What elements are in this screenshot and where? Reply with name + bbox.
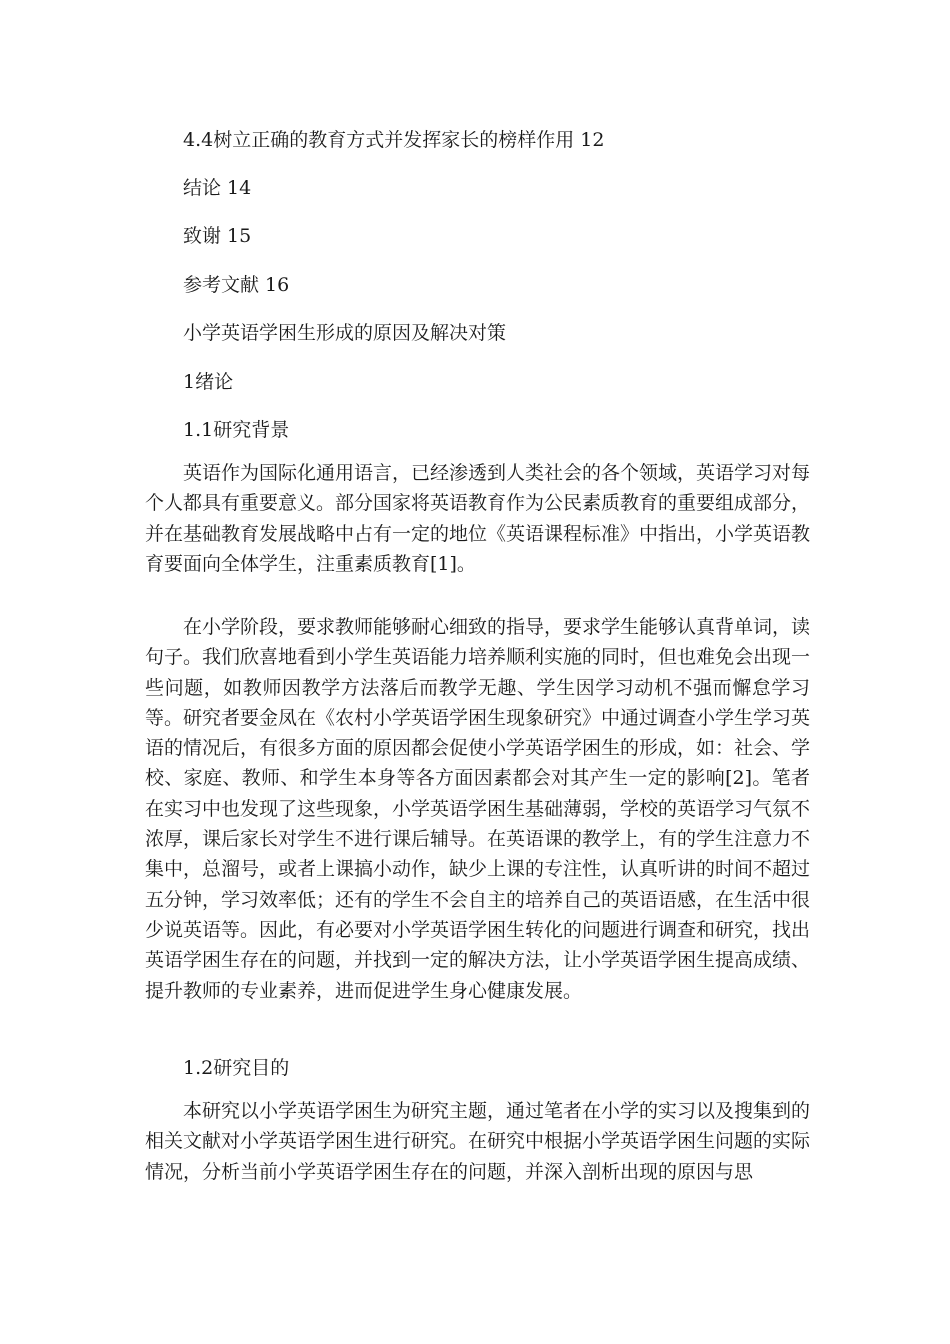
chapter-1-heading: 1绪论 (183, 371, 234, 393)
toc-entry-acknowledgement: 致谢 15 (183, 225, 252, 247)
document-title: 小学英语学困生形成的原因及解决对策 (183, 322, 507, 344)
paragraph-1-2-a: 本研究以小学英语学困生为研究主题，通过笔者在小学的实习以及搜集到的相关文献对小学英语学困生进行研究。在研究中根据小学英语学困生问题的实际情况，分析当前小学英语学困生存在的问题，并深入剖析出现的原因与思 (145, 1100, 811, 1183)
paragraph-1-1-b: 在小学阶段，要求教师能够耐心细致的指导，要求学生能够认真背单词，读句子。我们欣喜地看到小学生英语能力培养顺利实施的同时，但也难免会出现一些问题，如教师因教学方法落后而教学无趣、学生因学习动机不强而懈怠学习等。研究者要金凤在《农村小学英语学困生现象研究》中通过调查小学生学习英语的情况后，有很多方面的原因都会促使小学英语学困生的形成，如：社会、学校、家庭、教师、和学生本身等各方面因素都会对其产生一定的影响[2]。笔者在实习中也发现了这些现象，小学英语学困生基础薄弱，学校的英语学习气氛不浓厚，课后家长对学生不进行课后辅导。在英语课的教学上，有的学生注意力不集中，总溜号，或者上课搞小动作，缺少上课的专注性，认真听讲的时间不超过五分钟，学习效率低；还有的学生不会自主的培养自己的英语语感，在生活中很少说英语等。因此，有必要对小学英语学困生转化的问题进行调查和研究，找出英语学困生存在的问题，并找到一定的解决方法，让小学英语学困生提高成绩、提升教师的专业素养，进而促进学生身心健康发展。 (145, 616, 811, 1002)
toc-entry-references: 参考文献 16 (183, 274, 290, 296)
section-1-2-heading: 1.2研究目的 (183, 1057, 290, 1079)
toc-entry-conclusion: 结论 14 (183, 177, 252, 199)
paragraph-1-1-a: 英语作为国际化通用语言，已经渗透到人类社会的各个领域，英语学习对每个人都具有重要意义。部分国家将英语教育作为公民素质教育的重要组成部分，并在基础教育发展战略中占有一定的地位《英语课程标准》中指出，小学英语教育要面向全体学生，注重素质教育[1]。 (145, 462, 811, 575)
section-1-1-heading: 1.1研究背景 (183, 419, 290, 441)
toc-entry-4-4: 4.4树立正确的教育方式并发挥家长的榜样作用 12 (183, 129, 605, 151)
